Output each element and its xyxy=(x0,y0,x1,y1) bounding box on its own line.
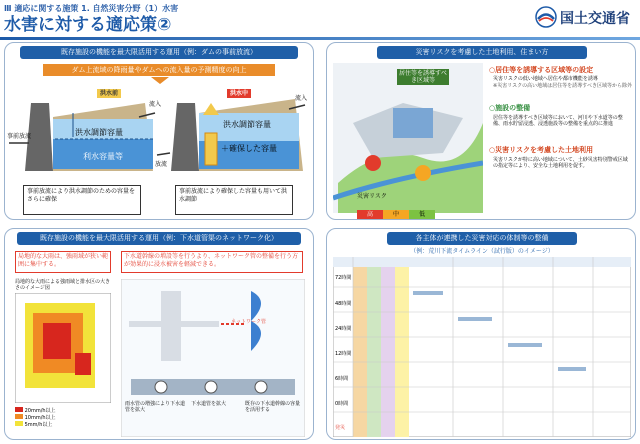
land-use-map xyxy=(333,63,483,213)
heading-2: ○施設の整備 xyxy=(489,104,531,112)
caption-left: 事前放流により洪水調節のための容量をさらに確保 xyxy=(23,185,141,215)
sewer-panel-title: 既存施設の機能を最大限活用する運用（例：下水道管渠のネットワーク化） xyxy=(17,232,301,245)
timeline-table xyxy=(333,257,631,437)
text-1: 災害リスクの低い地域へ居住や都市機能を誘導 xyxy=(493,76,598,82)
during-label: 洪水中 xyxy=(227,89,251,98)
dam-panel xyxy=(4,42,314,220)
pipe-caption-1: 雨水管の増強により下水道管を拡大 xyxy=(125,401,186,413)
inflow-label-right: 流入 xyxy=(295,95,308,102)
before-label: 洪水前 xyxy=(97,89,121,98)
rainfall-map xyxy=(15,293,111,403)
timeline-row-2: 24時間 xyxy=(335,326,352,332)
risk-low: 低 xyxy=(409,210,435,219)
risk-legend xyxy=(357,201,437,218)
caption-right: 事前放流により確保した容量も用いて洪水調節 xyxy=(175,185,293,215)
map-legend xyxy=(15,407,115,428)
sewer-panel xyxy=(4,228,314,440)
timeline-row-4: 6時間 xyxy=(335,376,349,382)
land-use-panel xyxy=(326,42,636,220)
pipe-caption-3: 既存の下水道幹線の容量を活用する xyxy=(245,401,301,413)
heading-3: ○災害リスクを考慮した土地利用 xyxy=(489,146,593,154)
timeline-panel-title: 各主体が連携した災害対応の体制等の整備 xyxy=(387,232,577,245)
note-left: 局地的な大雨は、強雨域が狭い範囲に集中する。 xyxy=(15,251,111,273)
title-underline xyxy=(0,37,640,40)
legend-swatch-1 xyxy=(15,407,23,412)
ministry-name: 国土交通省 xyxy=(560,11,630,27)
risk-title: 災害リスク xyxy=(357,193,387,200)
timeline-subtitle: （例：荒川下流タイムライン（試行版）のイメージ） xyxy=(410,248,554,255)
pipe-caption-2: 下水道管を拡大 xyxy=(191,401,227,407)
timeline-panel xyxy=(326,228,636,440)
risk-high: 高 xyxy=(357,210,383,219)
ministry-emblem-icon xyxy=(535,6,557,28)
text-2: 居住等を誘導すべき区域等において、河川や下水道等の整備、雨水貯留浸透、浸透施設等の整備を重点的に推進 xyxy=(493,115,623,127)
inflow-label-left: 流入 xyxy=(149,101,162,108)
note-right: 下水道幹線の増設等を行うより、ネットワーク管の整備を行う方が効果的に浸水被害を軽減できる。 xyxy=(121,251,303,273)
legend-label-3: 5mm/h以上 xyxy=(24,422,53,428)
text-1b: ※災害リスクの高い地域は居住等を誘導すべき区域等から除外 xyxy=(493,83,632,89)
timeline-row-5: 0時間 xyxy=(335,401,349,407)
timeline-row-6: 発災 xyxy=(335,425,346,431)
secured-capacity: ＋確保した容量 xyxy=(221,144,277,153)
breadcrumb: Ⅲ 適応に関する施策 1. 自然災害分野（1）水害 xyxy=(4,4,179,13)
timeline-row-1: 48時間 xyxy=(335,301,352,307)
legend-swatch-3 xyxy=(15,421,23,426)
flood-capacity-left: 洪水調節容量 xyxy=(75,128,123,137)
usage-capacity: 利水容量等 xyxy=(83,152,123,161)
land-use-panel-title: 災害リスクを考慮した土地利用、住まい方 xyxy=(377,46,587,59)
dam-panel-title: 既存施設の機能を最大限活用する運用（例：ダムの事前放流） xyxy=(20,46,298,59)
pre-release-label: 事前放流 xyxy=(7,133,32,140)
sewer-network-diagram xyxy=(121,279,305,437)
text-3: 災害リスクが特に高い地域について、土砂災害特別警戒区域の指定等により、安全な土地利用を促す。 xyxy=(493,157,628,169)
legend-swatch-2 xyxy=(15,414,23,419)
network-label: ネットワーク管 xyxy=(231,319,267,325)
release-label: 放流 xyxy=(155,161,168,168)
map-caption: 局地的な大雨による強雨域と排水区の大きさのイメージ図 xyxy=(15,279,111,291)
dam-subtitle: ダム上流域の降雨量やダムへの流入量の予測精度の向上 xyxy=(43,64,275,76)
timeline-row-0: 72時間 xyxy=(335,275,352,281)
heading-1: ○居住等を誘導する区域等の設定 xyxy=(489,66,594,74)
legend-label-2: 10mm/h以上 xyxy=(24,415,56,421)
risk-mid: 中 xyxy=(383,210,409,219)
page-title: 水害に対する適応策② xyxy=(4,15,172,35)
flood-capacity-right: 洪水調節容量 xyxy=(223,120,271,129)
ministry-logo xyxy=(535,5,635,29)
timeline-row-3: 12時間 xyxy=(335,351,352,357)
guide-tag: 居住等を誘導すべき区域等 xyxy=(397,69,449,85)
legend-label-1: 20mm/h以上 xyxy=(24,408,56,414)
